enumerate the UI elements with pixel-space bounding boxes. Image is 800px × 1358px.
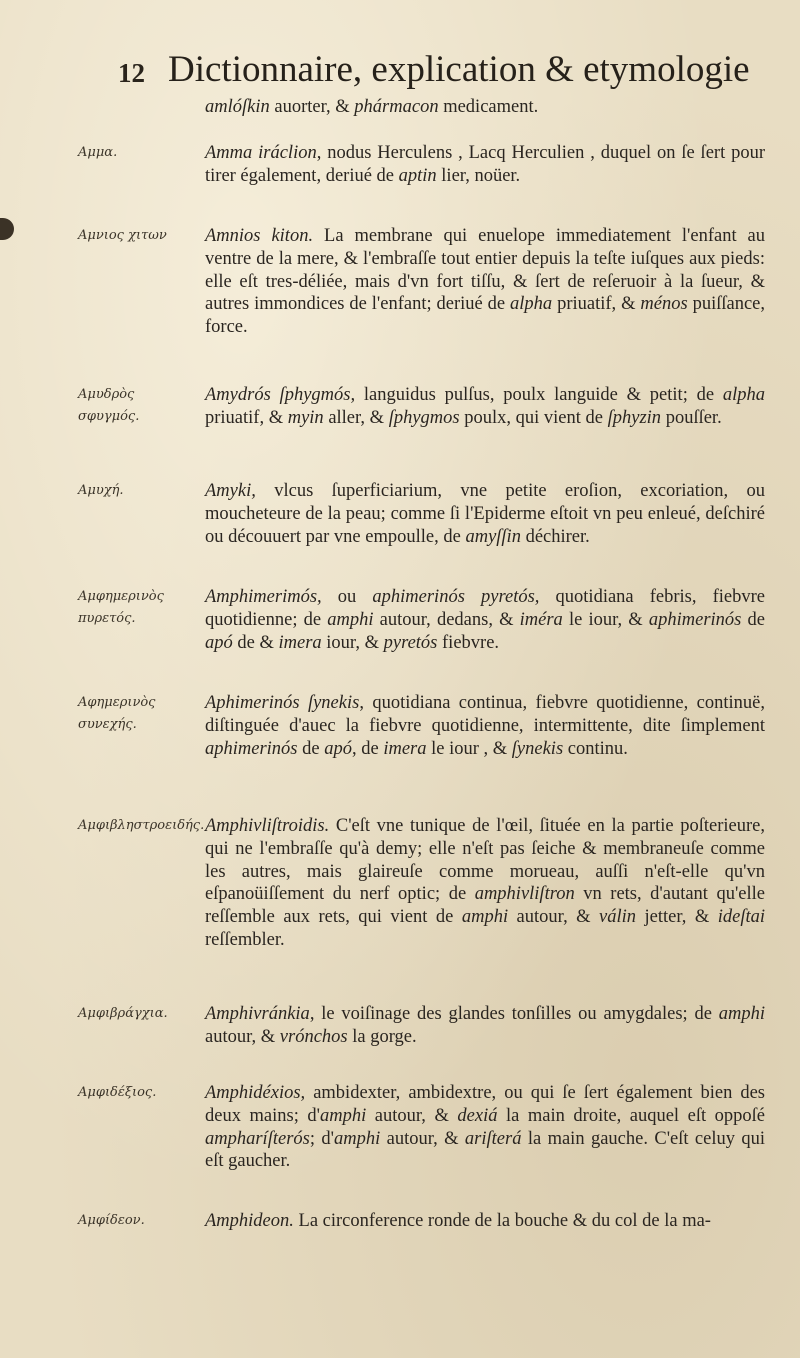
etymon: ſynekis [511,738,564,759]
definition-tail: le iour, & [562,609,649,630]
etymon: iméra [519,609,563,630]
etymon: ſphygmos [388,407,460,428]
definition-tail: , de [351,738,384,759]
headword: Amnios kiton. [205,226,314,246]
greek-term: Αμνιος χιτων [78,228,167,243]
continuation-term2: phármacon [354,97,439,117]
headword: Amphivránkia [205,1004,310,1024]
entry-text [205,384,765,430]
etymon: amyſſin [465,526,521,547]
headword: Amma iráclion [205,143,317,163]
etymon: apó [205,632,233,653]
definition-tail: le iour , & [426,738,512,759]
etymon: imera [383,738,427,759]
etymon: aptin [398,165,437,186]
entry-text [205,692,765,760]
definition-tail: la main droite, auquel eſt oppoſé [497,1105,765,1126]
definition: La membrane qui enuelope immediatement l'enfant au ventre de la mere, & l'embraſſe tout entier depuis la teſte iuſques aux pieds: elle eſt tres-déliée, mais d'vn fort tiſſu, & ſert de reſeruoir à la ſueur, & autres immondices de l'enfant; deriué de [205,226,765,315]
headword: Aphimerinós ſynekis [205,693,360,713]
etymon: imera [278,632,322,653]
definition: C'eſt vne tunique de l'œil, ſituée en la partie poſterieure, qui ne l'embraſſe qu'à demy; elle n'eſt pas ſeiche & membraneuſe comme les autres, mais glaireuſe comme morueau, auſſi n'eſt-elle qu'vn eſpanoüiſſement du nerf optic; de [205,816,765,905]
definition-tail: quotidiana febris, fiebvre quotidienne; de [205,587,765,630]
definition-tail: déchirer. [520,526,590,547]
binding-hole [0,218,14,240]
greek-term: Αμυχή. [78,483,124,498]
entry-text [205,1003,765,1049]
definition-tail: reſſembler. [205,929,285,950]
etymon: ariſterá [464,1128,522,1149]
entry-text [205,480,765,548]
definition: , quotidiana continua, fiebvre quotidienne, continuë, diſtinguée d'auec la fiebvre quotidienne, intermittente, dite ſimplement [205,693,765,736]
definition-tail: aller, & [323,407,389,428]
greek-term: Αμφημερινὸς πυρετός. [78,589,164,626]
definition-tail: jetter, & [636,907,718,928]
definition-tail: ; d' [309,1128,334,1149]
definition: ambidexter, ambidextre, ou qui ſe ſert également bien des deux mains; d' [205,1083,765,1126]
definition-tail: autour, & [205,1026,280,1047]
etymon: ideſtai [717,907,765,928]
definition-tail: de [297,738,325,759]
definition: La circonference ronde de la bouche & du col de la ma- [293,1211,711,1231]
definition: languidus pulſus, poulx languide & petit; de [355,385,723,405]
etymon: vrónchos [279,1026,348,1047]
greek-term: Αμφιβληστροειδής. [78,818,205,833]
entry-text [205,1210,765,1233]
etymon: dexiá [457,1105,498,1126]
etymon: amphi [718,1004,765,1024]
running-title: Dictionnaire, explication & etymologie [168,49,750,90]
definition-tail: autour, & [380,1128,465,1149]
etymon: amphivliſtron [474,884,575,905]
entry-text [205,225,765,339]
definition: , le voiſinage des glandes tonſilles ou amygdales; de [309,1004,719,1024]
greek-term: Αφημερινὸς συνεχής. [78,695,156,732]
definition-tail: poulx, qui vient de [459,407,608,428]
headword: Amyki, [205,481,256,501]
greek-term: Αμφίδεον. [78,1213,145,1228]
headword: Amydrós ſphygmós, [205,385,356,405]
definition: ou [321,587,373,607]
definition-tail: autour, & [366,1105,458,1126]
greek-term: Αμυδρὸς σφυγμός. [78,387,140,424]
greek-term: Αμφιδέξιος. [78,1085,157,1100]
definition-tail: la gorge. [347,1026,417,1047]
etymon: amphi [327,609,374,630]
etymon: aphimerinós [648,609,742,630]
definition-tail: la main gauche. C'eſt celuy qui eſt gaucher. [205,1128,765,1172]
definition-tail: iour, & [321,632,384,653]
etymon: pyretós [383,632,438,653]
definition-tail: continu. [563,738,628,759]
etymon: aphimerinós pyretós, [372,587,540,607]
definition: , nodus Herculens , Lacq Herculien , duquel on ſe ſert pour tirer également, deriué de [205,143,765,186]
continuation-gloss2: medicament. [438,97,539,117]
etymon: amphi [461,907,509,928]
headword: Amphidéxios, [205,1083,306,1103]
etymon: válin [599,907,637,928]
definition-tail: puiſſance, force. [205,294,766,338]
definition-tail: fiebvre. [437,632,500,653]
etymon: amphi [319,1105,367,1126]
greek-term: Αμμα. [78,145,118,160]
definition-tail: pouſſer. [661,407,722,428]
headword: Amphimerimós, [205,587,322,607]
definition-tail: autour, & [508,907,600,928]
etymon: ſphyzin [607,407,662,428]
entry-text [205,142,765,188]
definition-tail: autour, dedans, & [373,609,520,630]
entry-text [205,586,765,654]
definition-tail: priuatif, & [552,294,641,315]
entry-text [205,815,765,952]
etymon: amphi [333,1128,381,1149]
definition-tail: priuatif, & [205,407,288,428]
continuation-gloss: auorter, & [269,97,355,117]
headword: Amphideon. [205,1211,294,1231]
etymon: alpha [510,294,553,315]
etymon: aphimerinós [205,738,298,759]
etymon: myin [287,407,324,428]
etymon: ménos [640,294,688,315]
continuation-term: amlóſkin [205,97,270,117]
definition-tail: vn rets, d'autant qu'elle reſſemble aux rets, qui vient de [205,884,765,928]
headword: Amphivliſtroidis. [205,816,330,836]
definition-tail: lier, noüer. [436,165,521,186]
continuation-line [205,96,538,119]
entry-text [205,1082,765,1173]
etymon: alpha [722,385,765,405]
etymon: ampharíſterós [205,1128,310,1149]
etymon: apó [324,738,352,759]
definition: vlcus ſuperficiarium, vne petite eroſion, excoriation, ou moucheteure de la peau; comme ſi l'Epiderme eſtoit vn peu enleué, deſchiré ou découuert par vne empoulle, de [205,481,765,547]
definition-tail: de & [232,632,279,653]
definition-tail: de [741,609,765,630]
page-number: 12 [118,58,145,88]
greek-term: Αμφιβράγχια. [78,1006,168,1021]
